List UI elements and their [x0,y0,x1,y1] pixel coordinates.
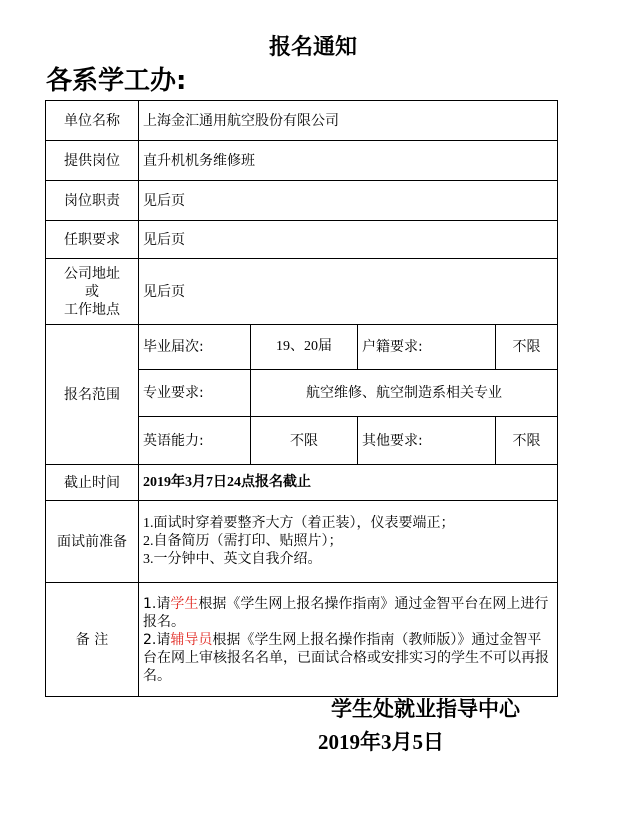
note-1-text: 根据《学生网上报名操作指南》通过金智平台在网上进行报名。 [143,595,549,630]
address-label-line2: 或 [85,283,99,300]
requirements-label: 任职要求 [46,221,139,259]
page-title: 报名通知 [268,35,357,60]
notice-table [45,100,558,697]
requirements-value: 见后页 [139,221,558,259]
addressee: 各系学工办: [46,66,187,96]
hukou-value: 不限 [496,325,558,370]
english-label: 英语能力: [139,417,251,465]
footer-org: 学生处就业指导中心 [331,697,520,721]
footer-date: 2019年3月5日 [318,730,444,754]
note-2-highlight: 辅导员 [170,631,213,648]
row-deadline [46,465,558,501]
hukou-label: 户籍要求: [358,325,496,370]
interview-line-2: 2.自备简历（需打印、贴照片）； [143,533,343,549]
note-1-highlight: 学生 [170,595,199,612]
row-address [46,259,558,325]
note-2-text: 根据《学生网上报名操作指南（教师版）》通过金智平台在网上审核报名名单，已面试合格或安排实习的学生不可以再报名。 [143,631,549,684]
grad-year-label: 毕业届次: [139,325,251,370]
row-position [46,141,558,181]
other-value: 不限 [496,417,558,465]
row-company [46,101,558,141]
interview-label: 面试前准备 [46,501,139,583]
notes-label: 备 注 [46,583,139,697]
note-1-prefix: 1.请 [143,595,171,612]
note-2-prefix: 2.请 [143,631,171,648]
interview-line-3: 3.一分钟中、英文自我介绍。 [143,551,322,567]
other-label: 其他要求: [358,417,496,465]
row-interview [46,501,558,583]
position-label: 提供岗位 [46,141,139,181]
row-scope-1 [46,325,558,370]
company-value: 上海金汇通用航空股份有限公司 [139,101,558,141]
major-value: 航空维修、航空制造系相关专业 [251,370,558,417]
company-label: 单位名称 [46,101,139,141]
notes-value [139,583,558,697]
row-requirements [46,221,558,259]
row-duties [46,181,558,221]
interview-line-1: 1.面试时穿着要整齐大方（着正装），仪表要端正； [143,515,455,531]
position-value: 直升机机务维修班 [139,141,558,181]
grad-year-value: 19、20届 [251,325,358,370]
address-value: 见后页 [139,259,558,325]
note-1 [143,595,553,631]
english-value: 不限 [251,417,358,465]
scope-label: 报名范围 [46,325,139,465]
deadline-value: 2019年3月7日24点报名截止 [139,465,558,501]
row-notes [46,583,558,697]
address-label-line1: 公司地址 [64,265,120,282]
deadline-label: 截止时间 [46,465,139,501]
address-label-line3: 工作地点 [64,301,120,318]
major-label: 专业要求: [139,370,251,417]
address-label [46,259,139,325]
duties-value: 见后页 [139,181,558,221]
duties-label: 岗位职责 [46,181,139,221]
interview-value [139,501,558,583]
note-2 [143,631,553,685]
